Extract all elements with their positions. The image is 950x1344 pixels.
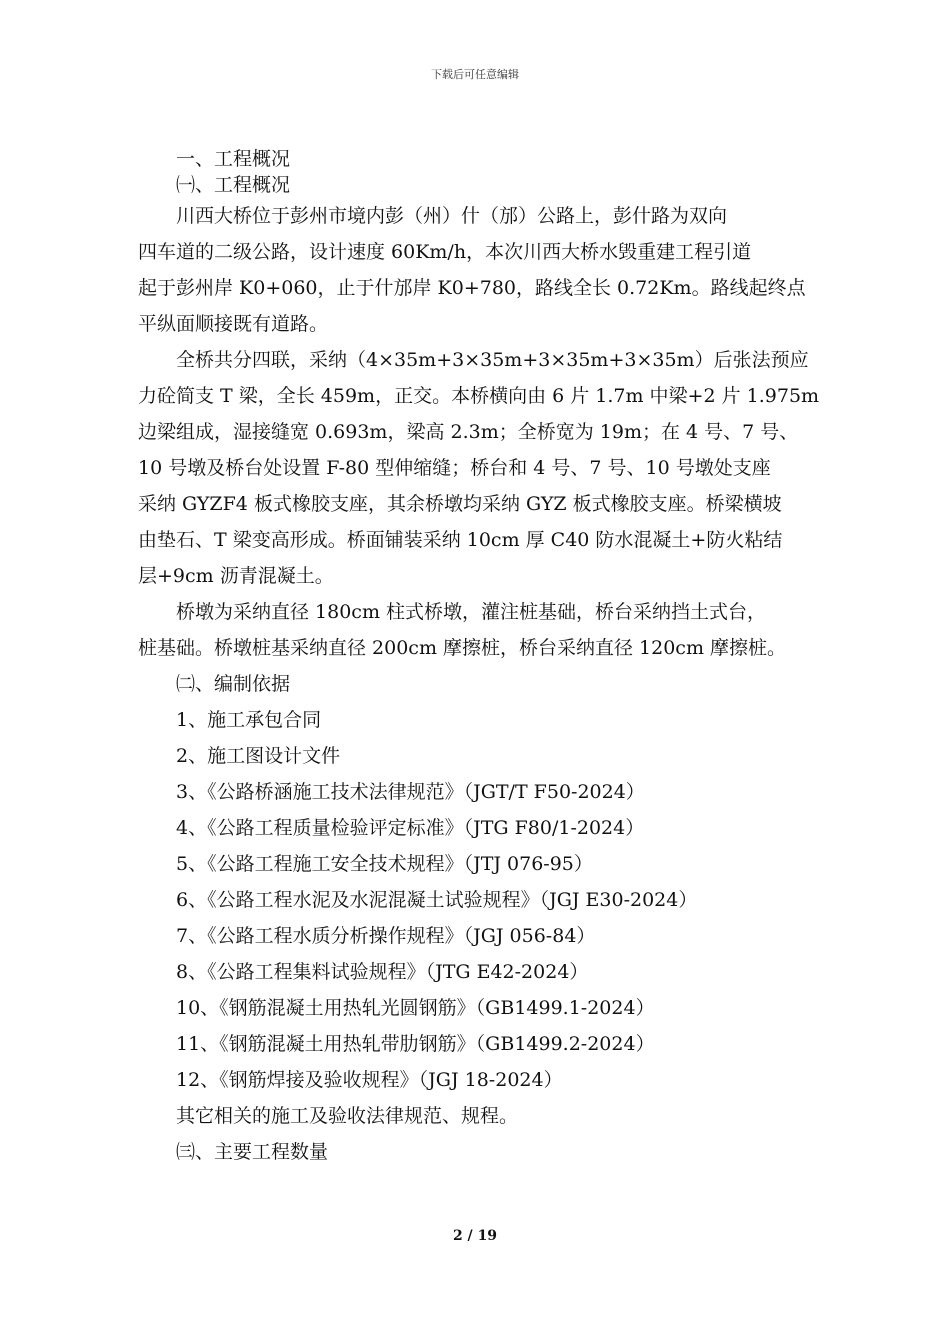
paragraph-line: 平纵面顺接既有道路。 <box>138 313 329 335</box>
subsection-heading: ㈢、主要工程数量 <box>176 1141 329 1163</box>
list-item: 5、《公路工程施工安全技术规程》（JTJ 076-95） <box>176 853 593 875</box>
list-item: 11、《钢筋混凝土用热轧带肋钢筋》（GB1499.2-2024） <box>176 1033 655 1055</box>
total-pages: 19 <box>477 1228 498 1244</box>
paragraph-line: 起于彭州岸 K0+060，止于什邡岸 K0+780，路线全长 0.72Km。路线起终点 <box>138 277 806 299</box>
list-item: 10、《钢筋混凝土用热轧光圆钢筋》（GB1499.1-2024） <box>176 997 655 1019</box>
list-item: 12、《钢筋焊接及验收规程》（JGJ 18-2024） <box>176 1069 563 1091</box>
document-body <box>138 146 854 1170</box>
paragraph-line: 桥墩为采纳直径 180cm 柱式桥墩，灌注桩基础，桥台采纳挡土式台， <box>176 601 767 623</box>
paragraph-line: 四车道的二级公路，设计速度 60Km/h，本次川西大桥水毁重建工程引道 <box>138 241 752 263</box>
paragraph-line: 边梁组成，湿接缝宽 0.693m，梁高 2.3m；全桥宽为 19m；在 4 号、7 号、 <box>138 421 799 443</box>
current-page: 2 <box>452 1228 463 1244</box>
paragraph-line: 层+9cm 沥青混凝土。 <box>138 565 334 587</box>
paragraph-line: 全桥共分四联，采纳（4×35m+3×35m+3×35m+3×35m）后张法预应 <box>176 349 809 371</box>
subsection-heading: ㈠、工程概况 <box>176 174 291 196</box>
paragraph-line: 采纳 GYZF4 板式橡胶支座，其余桥墩均采纳 GYZ 板式橡胶支座。桥梁横坡 <box>138 493 782 515</box>
paragraph-line: 10 号墩及桥台处设置 F-80 型伸缩缝；桥台和 4 号、7 号、10 号墩处支座 <box>138 457 771 479</box>
list-item: 4、《公路工程质量检验评定标准》（JTG F80/1-2024） <box>176 817 645 839</box>
paragraph-line: 其它相关的施工及验收法律规范、规程。 <box>176 1105 519 1127</box>
list-item: 7、《公路工程水质分析操作规程》（JGJ 056-84） <box>176 925 596 947</box>
page-number: 2 / 19 <box>452 1228 498 1244</box>
section-heading: 一、工程概况 <box>176 148 291 170</box>
list-item: 1、施工承包合同 <box>176 709 322 731</box>
paragraph-line: 由垫石、T 梁变高形成。桥面铺装采纳 10cm 厚 C40 防水混凝土+防火粘结 <box>138 529 783 551</box>
paragraph-line: 力砼简支 T 梁，全长 459m，正交。本桥横向由 6 片 1.7m 中梁+2 片 1.975m <box>138 385 820 407</box>
paragraph-line: 川西大桥位于彭州市境内彭（州）什（邡）公路上，彭什路为双向 <box>176 205 728 227</box>
list-item: 3、《公路桥涵施工技术法律规范》（JGT/T F50-2024） <box>176 781 645 803</box>
paragraph-line: 桩基础。桥墩桩基采纳直径 200cm 摩擦桩，桥台采纳直径 120cm 摩擦桩。 <box>138 637 787 659</box>
list-item: 6、《公路工程水泥及水泥混凝土试验规程》（JGJ E30-2024） <box>176 889 698 911</box>
list-item: 2、施工图设计文件 <box>176 745 341 767</box>
page-header-note: 下载后可任意编辑 <box>431 68 519 81</box>
list-item: 8、《公路工程集料试验规程》（JTG E42-2024） <box>176 961 589 983</box>
subsection-heading: ㈡、编制依据 <box>176 673 291 695</box>
